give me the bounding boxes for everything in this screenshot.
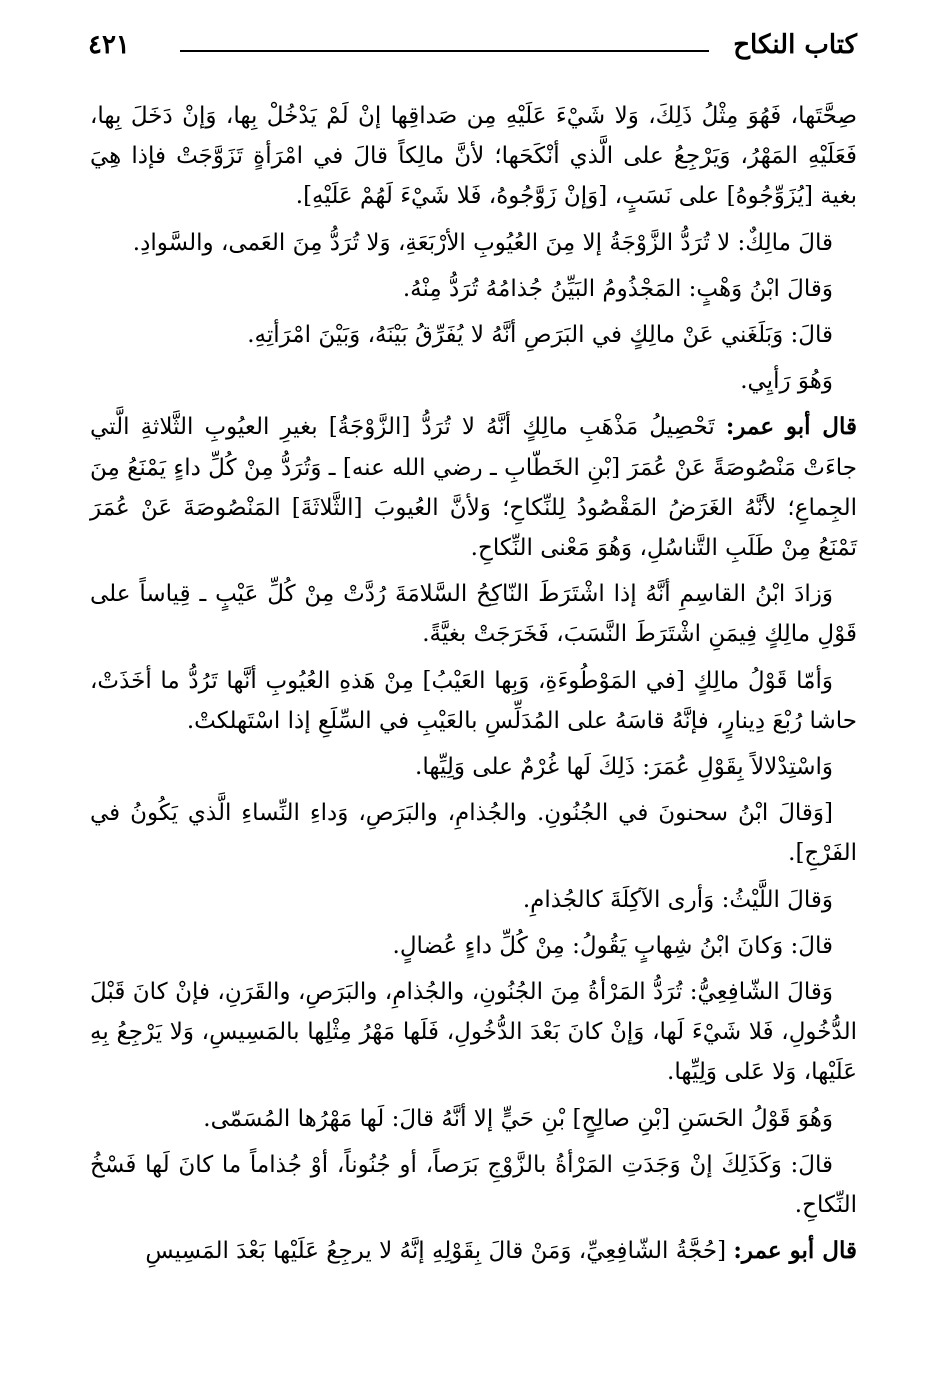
paragraph [90, 926, 857, 966]
paragraph [90, 315, 857, 355]
paragraph-text: تَحْصِيلُ مَذْهَبِ مالِكٍ أنَّهُ لا تُرَدُّ [الزَّوْجَةُ] بغيرِ العيُوبِ الثَّلاثةِ الَّتي جاءَتْ مَنْصُوصَةً عَنْ عُمَرَ [بْنِ الخَطّابِ ـ رضي الله عنه] ـ وَتُرَدُّ مِنْ كُلِّ داءٍ يَمْنَعُ مِنَ الجِماعِ؛ لأنَّهُ الغَرَضُ المَقْصُودُ لِلنِّكاحِ؛ وَلأنَّ العُيوبَ [الثَّلاثَةَ] المَنْصُوصَةَ عَنْ عُمَرَ تَمْنَعُ مِنْ طَلَبِ التَّناسُلِ، وَهُوَ مَعْنى النِّكاحِ. [90, 414, 857, 562]
paragraph-text: وَقالَ الشّافِعِيُّ: تُرَدُّ المَرْأةُ مِنَ الجُنُونِ، والجُذامِ، والبَرَصِ، والقَرَنِ، فإنْ كانَ قَبْلَ الدُّخُولِ، فَلا شَيْءَ لَها، وَإنْ كانَ بَعْدَ الدُّخُولِ، فَلَها مَهْرُ مِثْلِها بالمَسِيسِ، وَلا يَرْجِعُ بِهِ عَلَيْها، وَلا عَلى وَلِيِّها. [90, 979, 857, 1086]
chapter-title: كتاب النكاح [733, 30, 857, 60]
paragraph [90, 972, 857, 1093]
paragraph-text: [حُجَّةُ الشّافِعِيِّ، وَمَنْ قالَ بِقَوْلِهِ إنَّهُ لا يرجِعُ عَلَيْها بَعْدَ المَسِيسِ [145, 1238, 727, 1265]
paragraph-text: قالَ: وَكَذَلِكَ إنْ وَجَدَتِ المَرْأةُ بالزَّوْجِ بَرَصاً، أو جُنُوناً، أوْ جُذاماً ما كانَ لَها فَسْخُ النِّكاحِ. [90, 1151, 857, 1219]
paragraph-text: [وَقالَ ابْنُ سحنونَ في الجُنُونِ. والجُذامِ، والبَرَصِ، وَداءِ النِّساءِ الَّذي يَكُونُ في الفَرْجِ]. [90, 800, 857, 867]
paragraph-text: قالَ: وَكانَ ابْنُ شِهابٍ يَقُولُ: مِنْ كُلِّ داءٍ عُضالٍ. [392, 932, 833, 959]
paragraph-text: صِحَّتَها، فَهُوَ مِثْلُ ذَلِكَ، وَلا شَيْءَ عَلَيْهِ مِن صَداقِها إنْ لَمْ يَدْخُلْ بِها، وَإنْ دَخَلَ بِها، فَعَلَيْهِ المَهْرُ، وَيَرْجِعُ على الَّذي أنْكَحَها؛ لأنَّ مالِكاً قالَ في امْرَأةٍ تَزَوَّجَتْ فإذا هِيَ بغية [يُزَوِّجُوهُ] على نَسَبٍ، [وَإنْ زَوَّجُوهُ، فَلا شَيْءَ لَهُمْ عَلَيْهِ]. [90, 103, 857, 210]
paragraph [90, 574, 857, 654]
paragraph-text: وَزادَ ابْنُ القاسِمِ أنَّهُ إذا اشْتَرَطَ النّاكِحُ السَّلامَةَ رُدَّتْ مِنْ كُلِّ عَيْبٍ ـ قِياساً على قَوْلِ مالِكٍ فِيمَنِ اشْتَرَطَ النَّسَبَ، فَخَرَجَتْ بغيَّةً. [90, 581, 857, 648]
paragraph [90, 1145, 857, 1225]
paragraph [90, 1231, 857, 1271]
paragraph-text: وَقالَ اللَّيْثُ: وَأرى الآكِلَةَ كالجُذامِ. [522, 886, 833, 913]
paragraph-text: قالَ: وَبَلَغَني عَنْ مالِكٍ في البَرَصِ أنَّهُ لا يُفَرِّقُ بَيْنَهُ، وَبَيْنَ امْرَأتِهِ. [247, 322, 833, 349]
paragraph [90, 96, 857, 217]
paragraph [90, 793, 857, 873]
paragraph [90, 407, 857, 568]
paragraph-text: وَأمّا قَوْلُ مالِكٍ [في المَوْطُوءَةِ، وَبِها العَيْبُ] مِنْ هَذهِ العُيُوبِ أنَّها تَرُدُّ ما أخَذَتْ، حاشا رُبْعَ دِينارٍ، فإنَّهُ قاسَهُ على المُدَلِّسِ بالعَيْبِ في السِّلَعِ إذا اسْتَهلكتْ. [90, 667, 857, 734]
paragraph-text: وَاسْتِدْلالاً بِقَوْلِ عُمَرَ: ذَلِكَ لَها غُرْمٌ على وَلِيِّها. [415, 754, 833, 781]
paragraph [90, 223, 857, 263]
paragraph-text: وَهُوَ قَوْلُ الحَسَنِ [بْنِ صالِحٍ] بْنِ حَيٍّ إلا أنَّهُ قالَ: لَها مَهْرُها المُسَمّى. [203, 1105, 833, 1132]
paragraph [90, 661, 857, 741]
speaker-label: قال أبو عمر: [733, 1237, 857, 1265]
page-number: ٤٢١ [88, 30, 130, 60]
paragraph-text: وَقالَ ابْنُ وَهْبٍ: المَجْذُومُ البَيِّنُ جُذامُهُ تُرَدُّ مِنْهُ. [402, 275, 833, 302]
paragraph-text: قالَ مالِكٌ: لا تُرَدُّ الزَّوْجَةُ إلا مِنَ العُيُوبِ الأرْبَعَةِ، وَلا تُرَدُّ مِنَ العَمى، والسَّوادِ. [132, 229, 833, 256]
paragraph [90, 747, 857, 787]
paragraph [90, 880, 857, 920]
body-text [90, 96, 857, 1277]
page-header [88, 28, 857, 64]
paragraph [90, 361, 857, 401]
speaker-label: قال أبو عمر: [725, 413, 858, 441]
paragraph-text: وَهُوَ رَأيِي. [740, 368, 833, 395]
header-rule [180, 50, 709, 52]
paragraph [90, 269, 857, 309]
paragraph [90, 1099, 857, 1139]
